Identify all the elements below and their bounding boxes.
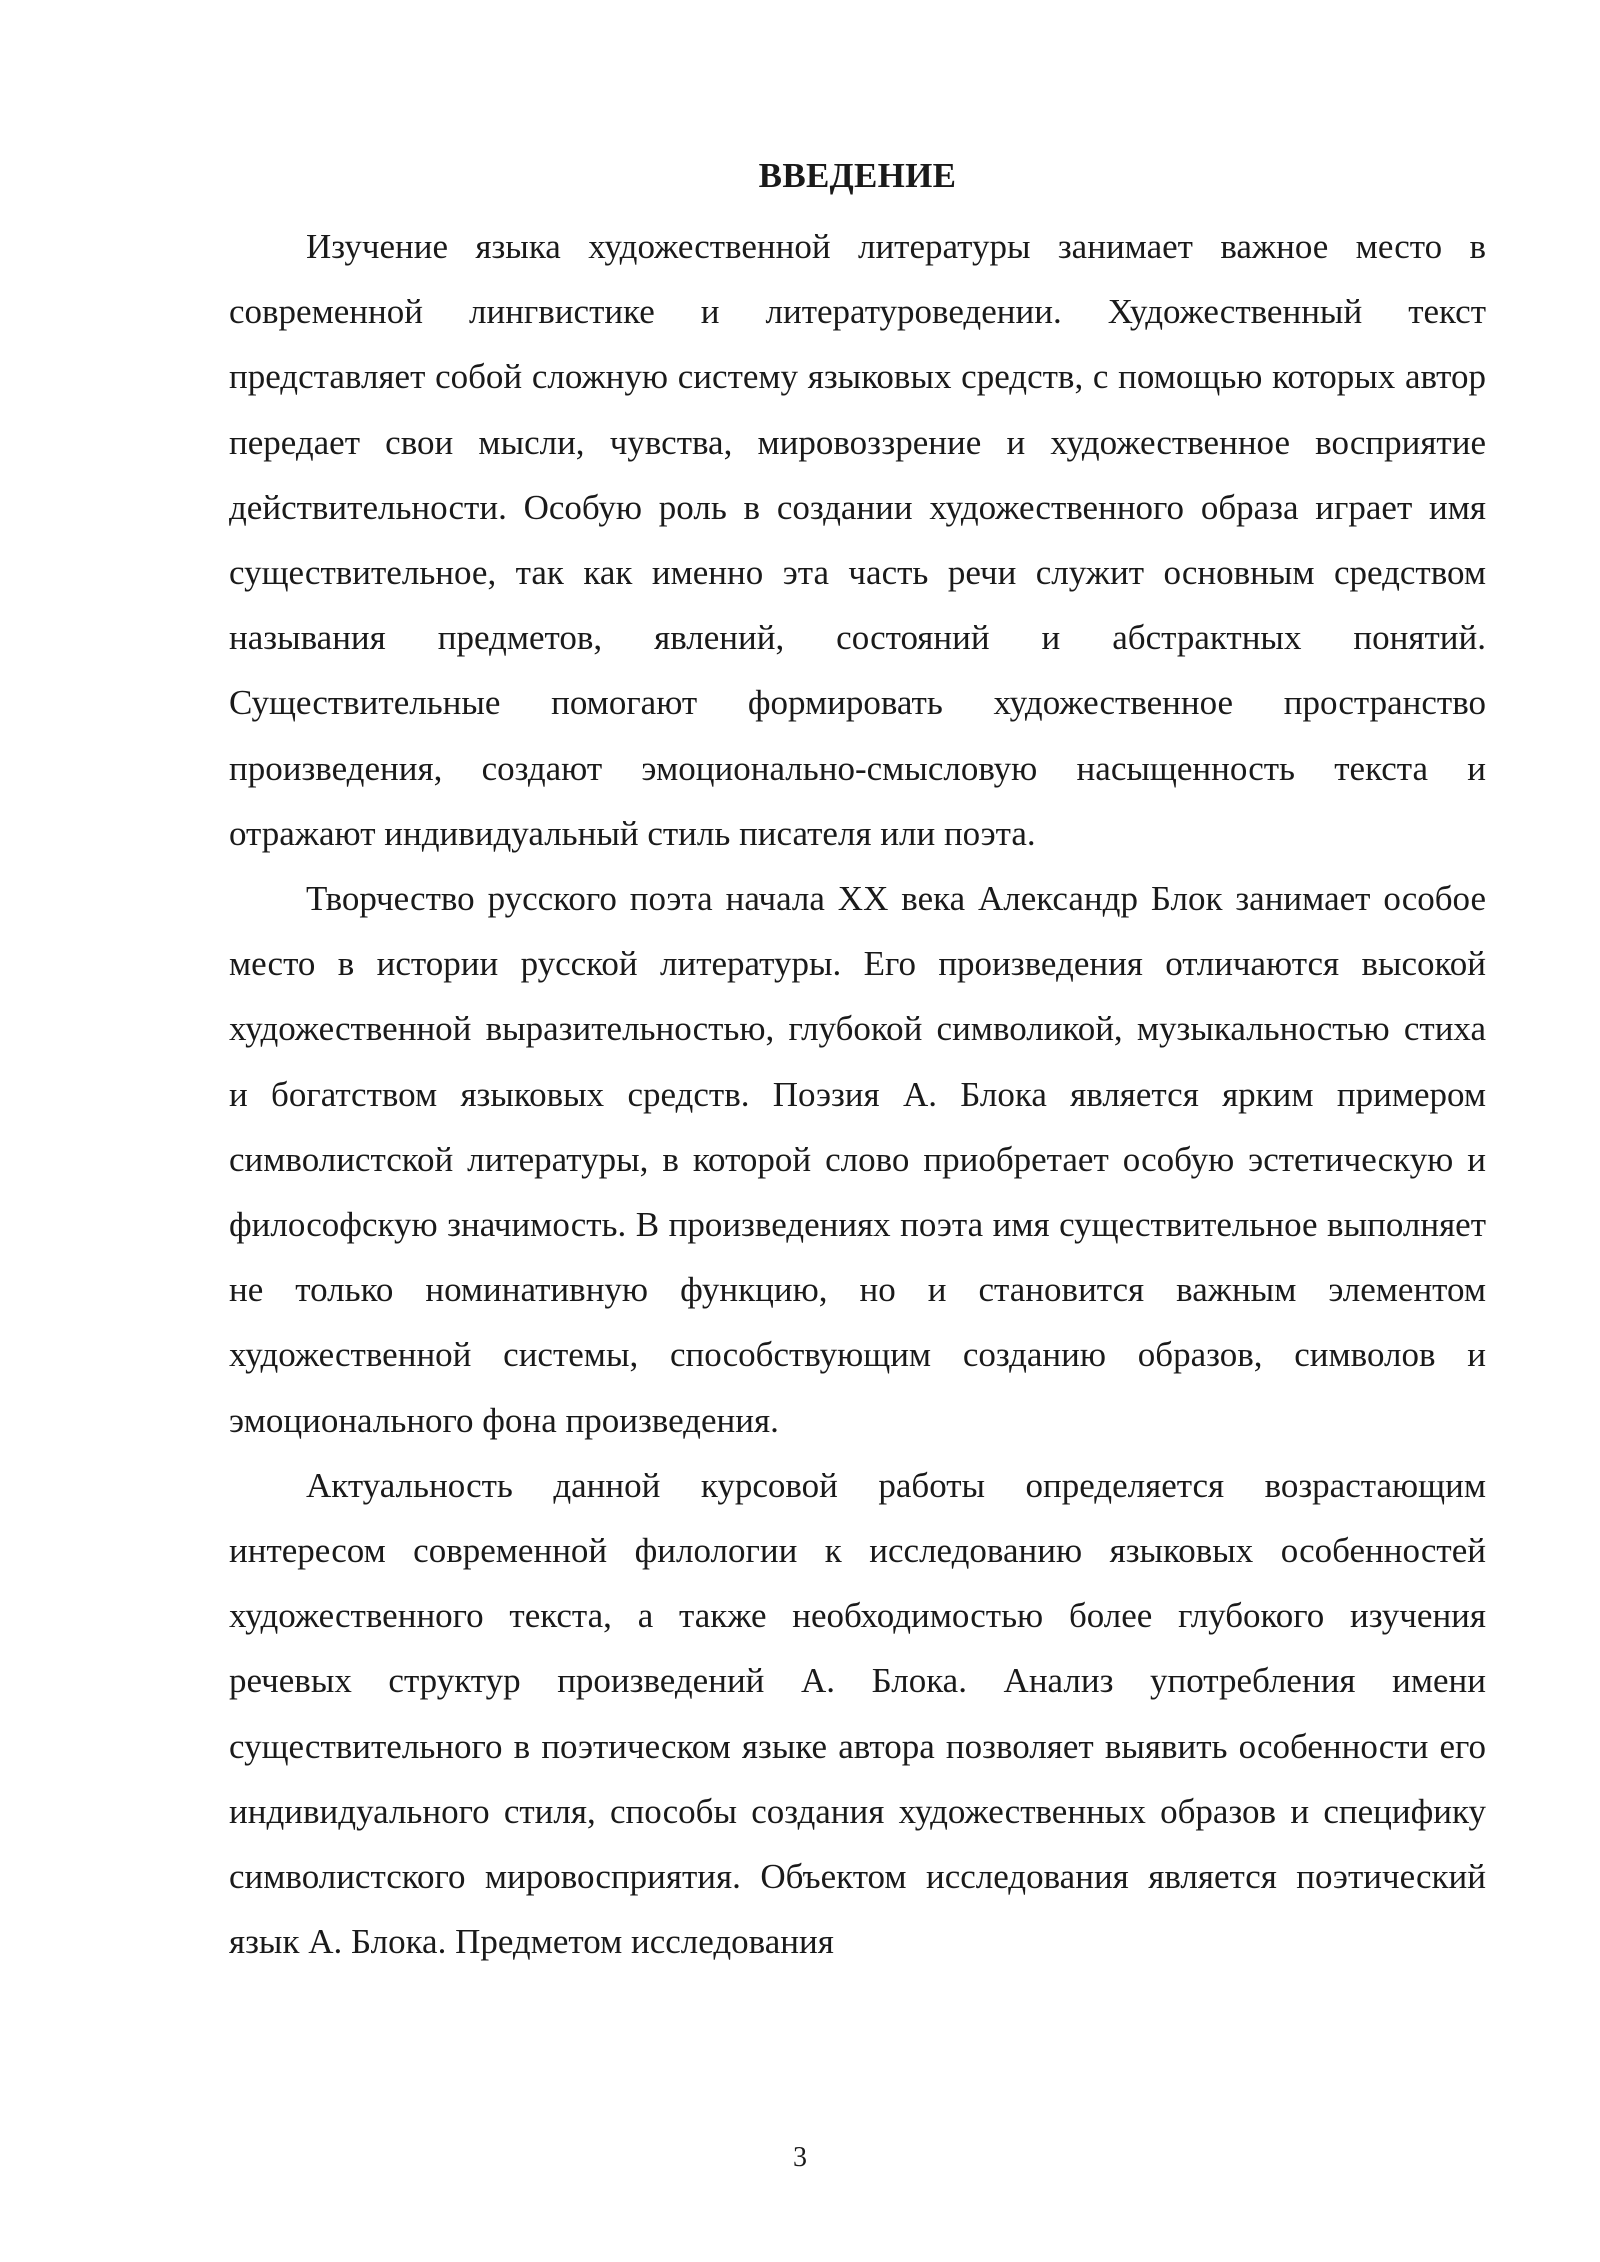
paragraph-3: Актуальность данной курсовой работы определяется возрастающим интересом современной филологии к исследованию языковых особенностей художественного текста, а также необходимостью более глубокого изучения речевых структур произведений А. Блока. Анализ употребления имени существительного в поэтическом языке автора позволяет выявить особенности его индивидуального стиля, способы создания художественных образов и специфику символистского мировосприятия. Объектом исследования является поэтический язык А. Блока. Предметом исследования: [229, 1465, 1486, 1962]
paragraph-1: Изучение языка художественной литературы занимает важное место в современной лингвистике и литературоведении. Художественный текст представляет собой сложную систему языковых средств, с помощью которых автор передает свои мысли, чувства, мировоззрение и художественное восприятие действительности. Особую роль в создании художественного образа играет имя существительное, так как именно эта часть речи служит основным средством называния предметов, явлений, состояний и абстрактных понятий. Существительные помогают формировать художественное пространство произведения, создают эмоционально-смысловую насыщенность текста и отражают индивидуальный стиль писателя или поэта.: [229, 227, 1486, 853]
page-content: [229, 152, 1486, 1974]
paragraph-2: Творчество русского поэта начала XX века Александр Блок занимает особое место в истории русской литературы. Его произведения отличаются высокой художественной выразительностью, глубокой символикой, музыкальностью стиха и богатством языковых средств. Поэзия А. Блока является ярким примером символистской литературы, в которой слово приобретает особую эстетическую и философскую значимость. В произведениях поэта имя существительное выполняет не только номинативную функцию, но и становится важным элементом художественной системы, способствующим созданию образов, символов и эмоционального фона произведения.: [229, 879, 1486, 1440]
section-heading: ВВЕДЕНИЕ: [758, 156, 957, 195]
page-number: 3: [793, 2142, 807, 2173]
